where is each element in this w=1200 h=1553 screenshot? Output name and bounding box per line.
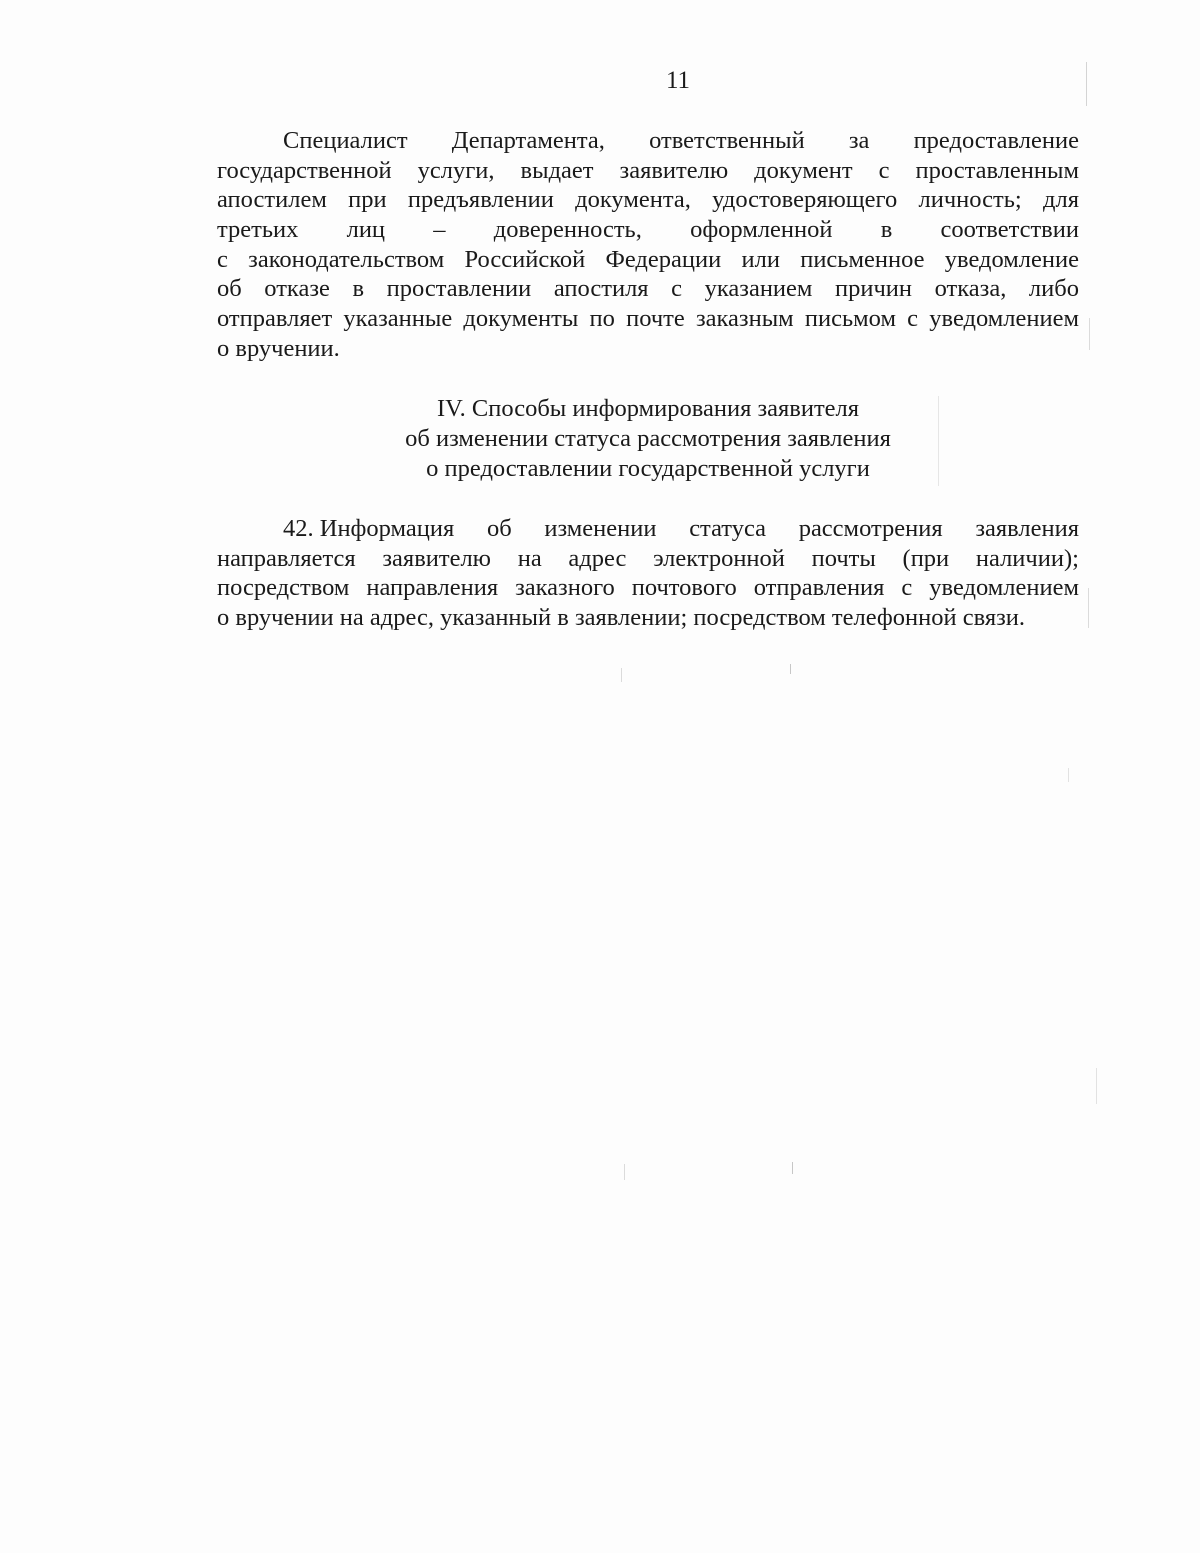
text-line — [217, 185, 1079, 215]
word: уведомлением — [929, 574, 1079, 602]
word: посредством — [693, 604, 826, 632]
scan-artifact — [1096, 1068, 1097, 1104]
word: изменении — [544, 515, 657, 542]
word: о — [217, 334, 230, 362]
word: отказа, — [934, 275, 1007, 303]
word: почты — [811, 544, 876, 572]
word: об — [217, 275, 242, 303]
word: наличии); — [975, 544, 1079, 572]
word: документ — [754, 156, 853, 184]
word: 42. Информация — [283, 515, 455, 542]
word: электронной — [653, 544, 785, 572]
paragraph-specialist-issues-document — [217, 126, 1079, 364]
word: предъявлении — [407, 186, 554, 214]
word: апостиля — [553, 275, 649, 303]
word: отправления — [753, 574, 885, 602]
text-line — [217, 514, 1079, 544]
scan-artifact — [790, 664, 791, 674]
word: указанный — [440, 604, 552, 632]
word: третьих — [217, 216, 299, 244]
word: законодательством — [248, 245, 445, 273]
section-title-line: IV. Способы информирования заявителя — [436, 395, 860, 422]
word: лиц — [346, 216, 386, 244]
word: (при — [902, 544, 950, 572]
word: посредством — [217, 574, 350, 602]
word: документа, — [575, 186, 691, 214]
word: вручении. — [235, 334, 340, 362]
word: почтового — [631, 574, 737, 602]
word: государственной — [217, 156, 392, 184]
word: с — [907, 305, 919, 333]
word: с — [217, 245, 228, 273]
scan-artifact — [621, 668, 622, 682]
text-line — [217, 304, 1079, 334]
word: связи. — [962, 604, 1026, 632]
word: Специалист — [283, 127, 408, 154]
text-line — [217, 245, 1079, 275]
word: Федерации — [605, 245, 722, 273]
scan-artifact — [1089, 318, 1090, 350]
word: заявления — [975, 515, 1079, 542]
word: почте — [626, 305, 685, 333]
word: рассмотрения — [798, 515, 943, 542]
word: статуса — [689, 515, 766, 542]
text-line — [217, 573, 1079, 603]
word: заказным — [695, 305, 794, 333]
word: документы — [463, 305, 579, 333]
word: заявителю — [619, 156, 729, 184]
word: на — [339, 604, 364, 632]
word: выдает — [520, 156, 594, 184]
word: проставленным — [915, 156, 1079, 184]
text-line — [217, 334, 1079, 364]
word: заявителю — [382, 544, 491, 572]
section-title — [217, 394, 1079, 483]
word: оформленной — [690, 216, 833, 244]
scan-artifact — [792, 1162, 793, 1174]
word: отправляет — [217, 305, 333, 333]
word: вручении — [235, 604, 334, 632]
word: письмом — [804, 305, 896, 333]
word: Департамента, — [451, 127, 605, 154]
word: на — [517, 544, 542, 572]
word: предоставление — [913, 127, 1079, 154]
section-title-line: об изменении статуса рассмотрения заявления — [405, 424, 891, 452]
word: об — [486, 515, 512, 542]
word: адрес, — [369, 604, 434, 632]
word: за — [848, 127, 870, 154]
word: уведомление — [944, 245, 1079, 273]
word: при — [348, 186, 387, 214]
text-line — [217, 274, 1079, 304]
text-line — [217, 544, 1079, 574]
word: указанием — [704, 275, 813, 303]
paragraph-42-status-information — [217, 514, 1079, 633]
word: соответствии — [940, 216, 1079, 244]
scan-artifact — [938, 396, 939, 486]
word: Российской — [464, 245, 586, 273]
word: с — [901, 574, 913, 602]
word: услуги, — [417, 156, 495, 184]
text-line — [217, 603, 1079, 633]
word: заказного — [515, 574, 615, 602]
text-line — [217, 126, 1079, 156]
word: личность; — [918, 186, 1022, 214]
scan-artifact — [1088, 588, 1089, 628]
word: в — [880, 216, 893, 244]
word: – — [433, 216, 446, 244]
word: доверенность, — [493, 216, 642, 244]
word: указанные — [343, 305, 453, 333]
word: удостоверяющего — [712, 186, 898, 214]
word: с — [671, 275, 683, 303]
word: письменное — [800, 245, 925, 273]
scan-artifact — [1086, 62, 1087, 106]
word: апостилем — [217, 186, 327, 214]
word: направления — [366, 574, 499, 602]
word: причин — [835, 275, 913, 303]
word: либо — [1028, 275, 1079, 303]
word: проставлении — [386, 275, 532, 303]
word: в — [352, 275, 365, 303]
word: уведомлением — [929, 305, 1079, 333]
page-number: 11 — [665, 67, 691, 94]
text-line — [217, 156, 1079, 186]
word: в — [557, 604, 569, 632]
section-title-line: о предоставлении государственной услуги — [426, 454, 870, 482]
word: адрес — [568, 544, 627, 572]
word: или — [741, 245, 780, 273]
scan-artifact — [624, 1164, 625, 1180]
word: для — [1043, 186, 1079, 214]
word: направляется — [217, 544, 356, 572]
word: с — [878, 156, 890, 184]
word: ответственный — [649, 127, 805, 154]
scan-artifact — [1068, 768, 1069, 782]
word: отказе — [264, 275, 330, 303]
word: о — [217, 604, 230, 632]
text-line — [217, 215, 1079, 245]
word: телефонной — [831, 604, 957, 632]
word: заявлении; — [574, 604, 688, 632]
word: по — [589, 305, 615, 333]
